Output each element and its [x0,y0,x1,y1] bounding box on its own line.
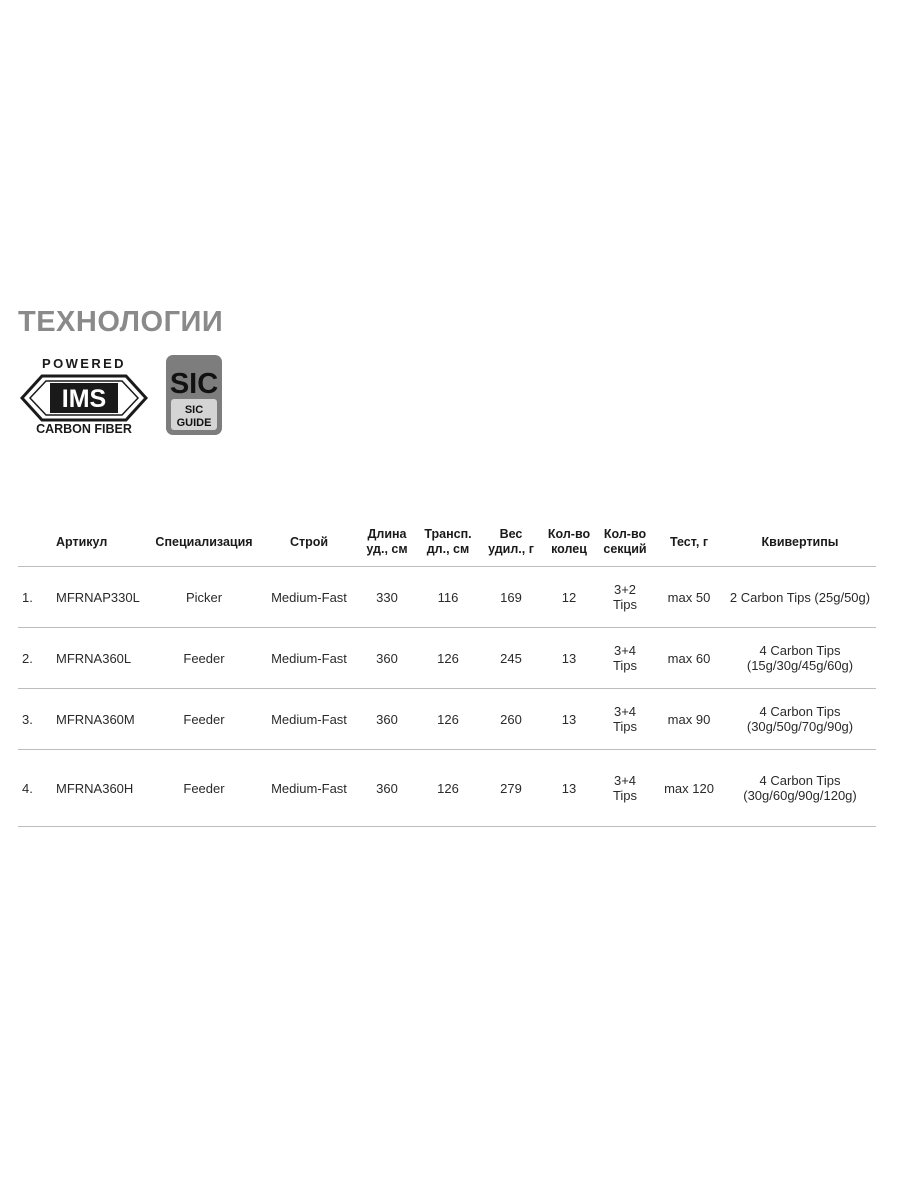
ims-logo-bottom-text: CARBON FIBER [36,422,132,436]
header-tips: Квивертипы [724,518,876,567]
cell-test: max 120 [654,750,724,827]
cell-article: MFRNA360L [54,628,148,689]
cell-article: MFRNA360H [54,750,148,827]
header-length: Длина уд., см [358,518,416,567]
cell-action: Medium-Fast [260,567,358,628]
ims-logo-mid-text: IMS [61,385,107,413]
cell-sections: 3+4 Tips [596,689,654,750]
cell-action: Medium-Fast [260,750,358,827]
cell-action: Medium-Fast [260,689,358,750]
cell-weight: 279 [480,750,542,827]
header-num [18,518,54,567]
cell-num: 3. [18,689,54,750]
header-article: Артикул [54,518,148,567]
table-row [18,628,876,689]
cell-rings: 13 [542,628,596,689]
cell-sections: 3+4 Tips [596,750,654,827]
header-sections: Кол-во секций [596,518,654,567]
cell-num: 4. [18,750,54,827]
header-specialization: Специализация [148,518,260,567]
cell-length: 330 [358,567,416,628]
cell-length: 360 [358,628,416,689]
header-rings: Кол-во колец [542,518,596,567]
cell-tips: 4 Carbon Tips (15g/30g/45g/60g) [724,628,876,689]
cell-specialization: Feeder [148,689,260,750]
cell-transport: 126 [416,628,480,689]
header-action: Строй [260,518,358,567]
cell-article: MFRNAP330L [54,567,148,628]
cell-length: 360 [358,750,416,827]
sic-logo-line1-text: SIC [184,404,204,416]
cell-sections: 3+4 Tips [596,628,654,689]
cell-rings: 13 [542,750,596,827]
cell-weight: 260 [480,689,542,750]
table-row [18,689,876,750]
ims-logo-top-text: POWERED [42,356,126,371]
cell-transport: 116 [416,567,480,628]
table-row [18,567,876,628]
table-header-row [18,518,876,567]
cell-tips: 4 Carbon Tips (30g/60g/90g/120g) [724,750,876,827]
cell-specialization: Picker [148,567,260,628]
cell-weight: 245 [480,628,542,689]
cell-specialization: Feeder [148,628,260,689]
technologies-title: ТЕХНОЛОГИИ [18,306,224,338]
cell-tips: 2 Carbon Tips (25g/50g) [724,567,876,628]
cell-rings: 12 [542,567,596,628]
specifications-table [18,518,876,827]
table-row [18,750,876,827]
cell-test: max 50 [654,567,724,628]
cell-transport: 126 [416,750,480,827]
cell-test: max 60 [654,628,724,689]
sic-guide-logo [166,355,222,435]
header-weight: Вес удил., г [480,518,542,567]
cell-tips: 4 Carbon Tips (30g/50g/70g/90g) [724,689,876,750]
cell-rings: 13 [542,689,596,750]
header-test: Тест, г [654,518,724,567]
header-transport: Трансп. дл., см [416,518,480,567]
cell-transport: 126 [416,689,480,750]
ims-carbon-fiber-logo [20,354,148,436]
cell-sections: 3+2 Tips [596,567,654,628]
cell-specialization: Feeder [148,750,260,827]
sic-logo-big-text: SIC [169,368,219,400]
cell-article: MFRNA360M [54,689,148,750]
cell-weight: 169 [480,567,542,628]
cell-num: 2. [18,628,54,689]
cell-num: 1. [18,567,54,628]
cell-test: max 90 [654,689,724,750]
sic-logo-line2-text: GUIDE [176,417,212,429]
cell-action: Medium-Fast [260,628,358,689]
cell-length: 360 [358,689,416,750]
